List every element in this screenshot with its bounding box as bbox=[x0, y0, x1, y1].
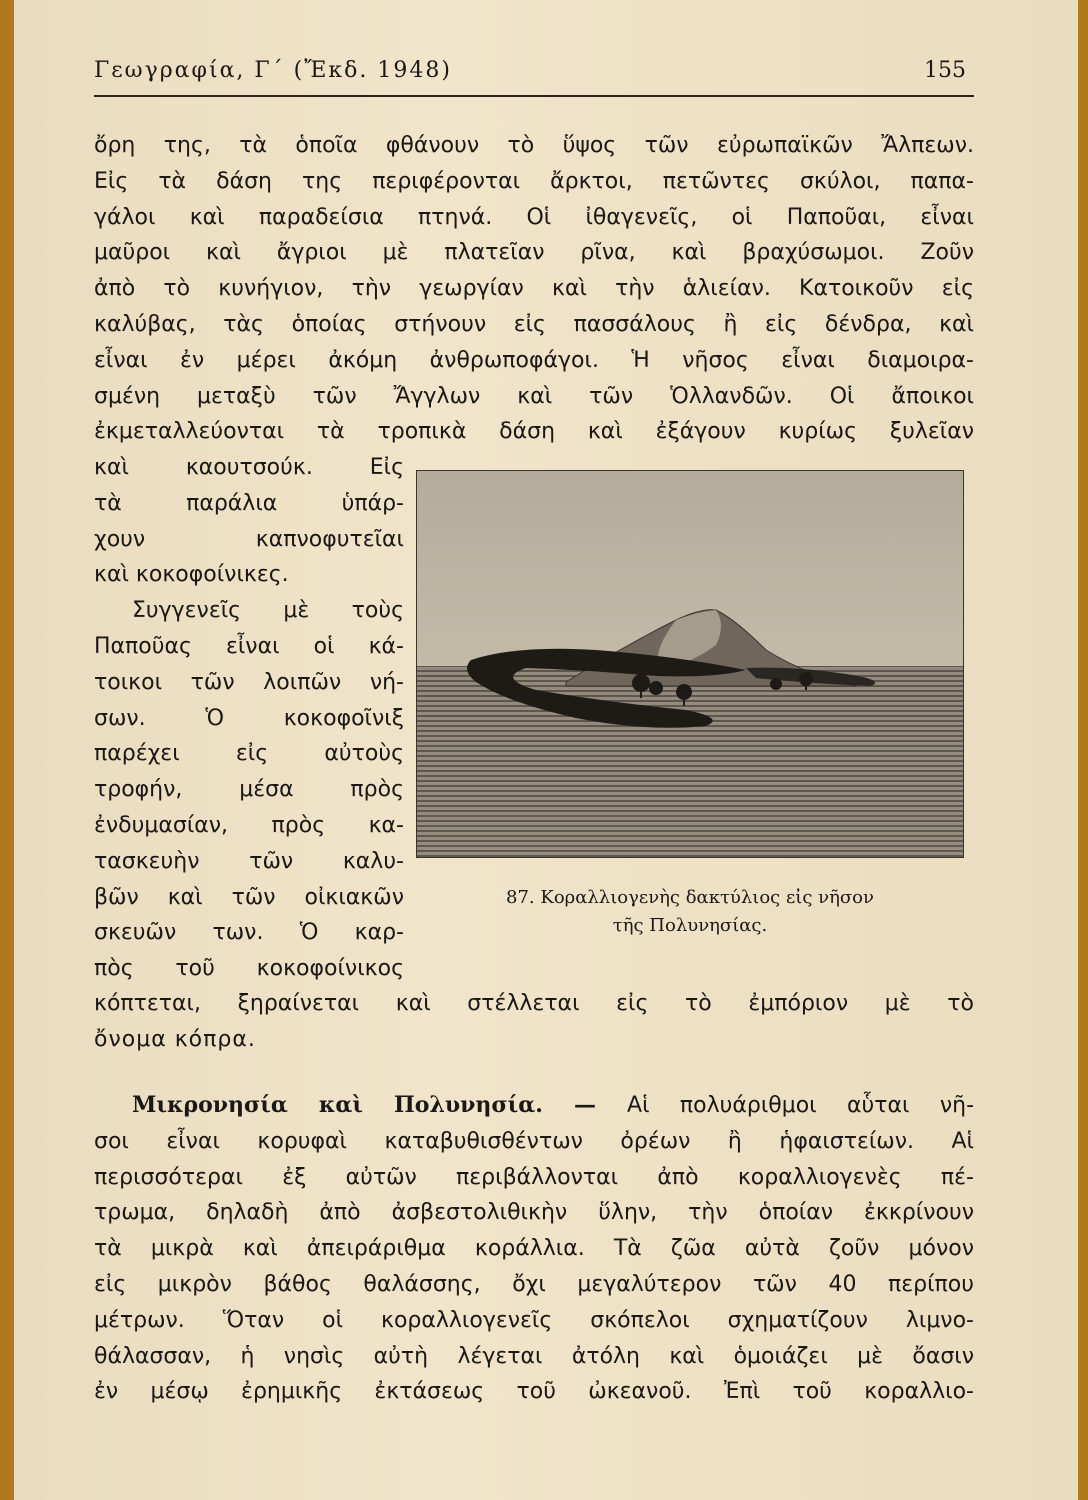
text-line: σμένη μεταξὺ τῶν Ἄγγλων καὶ τῶν Ὁλλανδῶν. Οἱ ἄποικοι bbox=[94, 383, 974, 409]
book-page bbox=[14, 0, 1078, 1500]
text-line: καλύβας, τὰς ὁποίας στήνουν εἰς πασσάλους ἢ εἰς δένδρα, καὶ bbox=[94, 311, 974, 337]
text-line: τὰ παράλια ὑπάρ- bbox=[94, 490, 404, 516]
text-line: τρωμα, δηλαδὴ ἀπὸ ἀσβεστολιθικὴν ὕλην, τὴν ὁποίαν ἐκκρίνουν bbox=[94, 1200, 974, 1226]
text-line: σοι εἶναι κορυφαὶ καταβυθισθέντων ὀρέων ἢ ἡφαιστείων. Αἱ bbox=[94, 1128, 974, 1154]
figure-caption bbox=[416, 884, 964, 940]
text-line: παρέχει εἰς αὐτοὺς bbox=[94, 741, 404, 767]
text-line: θάλασσαν, ἡ νησὶς αὐτὴ λέγεται ἀτόλη καὶ ὁμοιάζει μὲ ὄασιν bbox=[94, 1343, 974, 1369]
text-line: χουν καπνοφυτεῖαι bbox=[94, 526, 404, 552]
text-line: πὸς τοῦ κοκοφοίνικος bbox=[94, 956, 404, 982]
text-line: μέτρων. Ὅταν οἱ κοραλλιογενεῖς σκόπελοι σχηματίζουν λιμνο- bbox=[94, 1307, 974, 1333]
atoll-figure bbox=[416, 470, 964, 858]
section-first-line-text: Αἱ πολυάριθμοι αὗται νῆ- bbox=[627, 1093, 974, 1118]
page-number: 155 bbox=[924, 58, 966, 83]
text-line: Παποῦας εἶναι οἱ κά- bbox=[94, 633, 404, 659]
section-dash: — bbox=[542, 1092, 628, 1118]
caption-line: τῆς Πολυνησίας. bbox=[612, 915, 768, 936]
running-title: Γεωγραφία, Γ΄ (Ἔκδ. 1948) bbox=[94, 58, 452, 83]
text-line: ἀπὸ τὸ κυνήγιον, τὴν γεωργίαν καὶ τὴν ἁλιείαν. Κατοικοῦν εἰς bbox=[94, 276, 974, 302]
text-line: τροφήν, μέσα πρὸς bbox=[94, 777, 404, 803]
text-line: τὰ μικρὰ καὶ ἀπειράριθμα κοράλλια. Τὰ ζῶα αὐτὰ ζοῦν μόνον bbox=[94, 1236, 974, 1262]
paragraph-copra bbox=[94, 986, 974, 1058]
text-line: τασκευὴν τῶν καλυ- bbox=[94, 848, 404, 874]
page-header bbox=[94, 58, 974, 88]
header-rule bbox=[94, 95, 974, 97]
text-line: καὶ κοκοφοίνικες. bbox=[94, 562, 289, 588]
caption-line: 87. Κοραλλιογενὴς δακτύλιος εἰς νῆσον bbox=[506, 887, 874, 908]
text-line: εἰς μικρὸν βάθος θαλάσσης, ὄχι μεγαλύτερον τῶν 40 περίπου bbox=[94, 1271, 974, 1297]
paragraph-wrapped-column bbox=[94, 450, 404, 987]
text-line: μαῦροι καὶ ἄγριοι μὲ πλατεῖαν ρῖνα, καὶ βραχύσωμοι. Ζοῦν bbox=[94, 240, 974, 266]
text-line: σκευῶν των. Ὁ καρ- bbox=[94, 920, 404, 946]
text-line: εἶναι ἐν μέρει ἀκόμη ἀνθρωποφάγοι. Ἡ νῆσος εἶναι διαμοιρα- bbox=[94, 347, 974, 373]
text-line: σων. Ὁ κοκοφοῖνιξ bbox=[94, 705, 404, 731]
text-line: ἐκμεταλλεύονται τὰ τροπικὰ δάση καὶ ἐξάγουν κυρίως ξυλεῖαν bbox=[94, 419, 974, 445]
text-line: τοικοι τῶν λοιπῶν νή- bbox=[94, 669, 404, 695]
text-line: βῶν καὶ τῶν οἰκιακῶν bbox=[94, 884, 404, 910]
text-line: ὄνομα κόπρα. bbox=[94, 1026, 256, 1052]
text-line: ἐν μέσῳ ἐρημικῆς ἐκτάσεως τοῦ ὠκεανοῦ. Ἐπὶ τοῦ κοραλλιο- bbox=[94, 1379, 974, 1405]
section-heading: Μικρονησία καὶ Πολυνησία. bbox=[132, 1092, 543, 1118]
text-line: γάλοι καὶ παραδείσια πτηνά. Οἱ ἰθαγενεῖς, οἱ Παποῦαι, εἶναι bbox=[94, 204, 974, 230]
text-line: ὄρη της, τὰ ὁποῖα φθάνουν τὸ ὕψος τῶν εὐρωπαϊκῶν Ἄλπεων. bbox=[94, 133, 974, 158]
section-first-line bbox=[94, 1088, 974, 1124]
paragraph-new-guinea bbox=[94, 128, 974, 450]
section-micronesia-polynesia bbox=[94, 1088, 974, 1410]
text-line: ἐνδυμασίαν, πρὸς κα- bbox=[94, 812, 404, 838]
text-line: περισσότεραι ἐξ αὐτῶν περιβάλλονται ἀπὸ κοραλλιογενὲς πέ- bbox=[94, 1164, 974, 1190]
atoll-illustration bbox=[416, 470, 964, 858]
text-line: Συγγενεῖς μὲ τοὺς bbox=[132, 598, 404, 624]
text-line: κόπτεται, ξηραίνεται καὶ στέλλεται εἰς τὸ ἐμπόριον μὲ τὸ bbox=[94, 991, 974, 1016]
text-line: Εἰς τὰ δάση της περιφέρονται ἄρκτοι, πετῶντες σκύλοι, παπα- bbox=[94, 168, 974, 194]
text-line: καὶ καουτσούκ. Εἰς bbox=[94, 455, 404, 480]
